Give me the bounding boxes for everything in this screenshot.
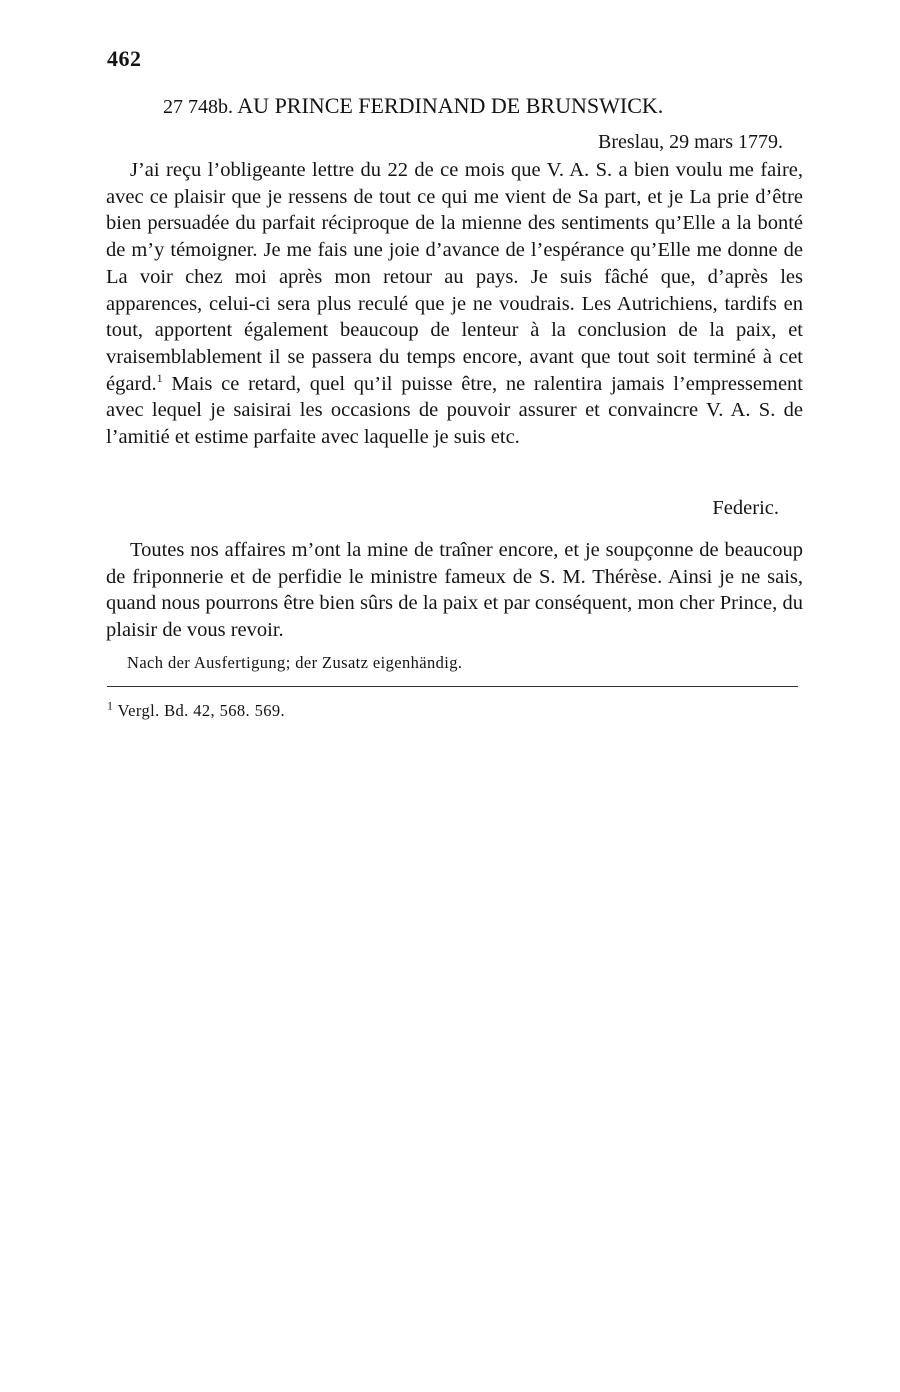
footnote-mark: 1 — [107, 698, 114, 713]
source-note: Nach der Ausfertigung; der Zusatz eigenhändig. — [127, 653, 463, 672]
letter-number: 27 748b. — [163, 96, 233, 118]
page-number: 462 — [107, 46, 142, 71]
signature: Federic. — [712, 497, 779, 519]
letter-heading — [163, 93, 663, 119]
dateline: Breslau, 29 mars 1779. — [598, 131, 783, 153]
footnote-text: Vergl. Bd. 42, 568. 569. — [117, 701, 286, 720]
letter-body — [106, 157, 803, 451]
footnote-divider — [107, 686, 798, 687]
letter-paragraph — [106, 157, 803, 451]
postscript — [106, 537, 803, 644]
footnote-reference: 1 — [156, 370, 163, 385]
letter-title: AU PRINCE FERDINAND DE BRUNSWICK. — [237, 93, 664, 118]
letter-text-part-1: J’ai reçu l’obligeante lettre du 22 de ce mois que V. A. S. a bien voulu me faire, avec ce plaisir que je ressens de tout ce qui me vient de Sa part, et je La prie d’être bien persuadée du parfait réciproque de la mienne des sentiments qu’Elle a la bonté de m’y témoigner. Je me fais une joie d’avance de l’espérance qu’Elle me donne de La voir chez moi après mon retour au pays. Je suis fâché que, d’après les apparences, celui-ci sera plus reculé que je ne voudrais. Les Autrichiens, tardifs en tout, apportent également beaucoup de lenteur à la conclusion de la paix, et vraisemblablement il se passera du temps encore, avant que tout soit terminé à cet égard. — [106, 159, 803, 395]
postscript-paragraph: Toutes nos affaires m’ont la mine de traîner encore, et je soupçonne de beaucoup de friponnerie et de perfidie le ministre fameux de S. M. Thérèse. Ainsi je ne sais, quand nous pourrons être bien sûrs de la paix et par conséquent, mon cher Prince, du plaisir de vous revoir. — [106, 539, 803, 642]
footnote — [107, 698, 286, 721]
letter-text-part-2: Mais ce retard, quel qu’il puisse être, ne ralentira jamais l’empressement avec lequel je saisirai les occasions de pouvoir assurer et convaincre V. A. S. de l’amitié et estime parfaite avec laquelle je suis etc. — [106, 372, 803, 449]
